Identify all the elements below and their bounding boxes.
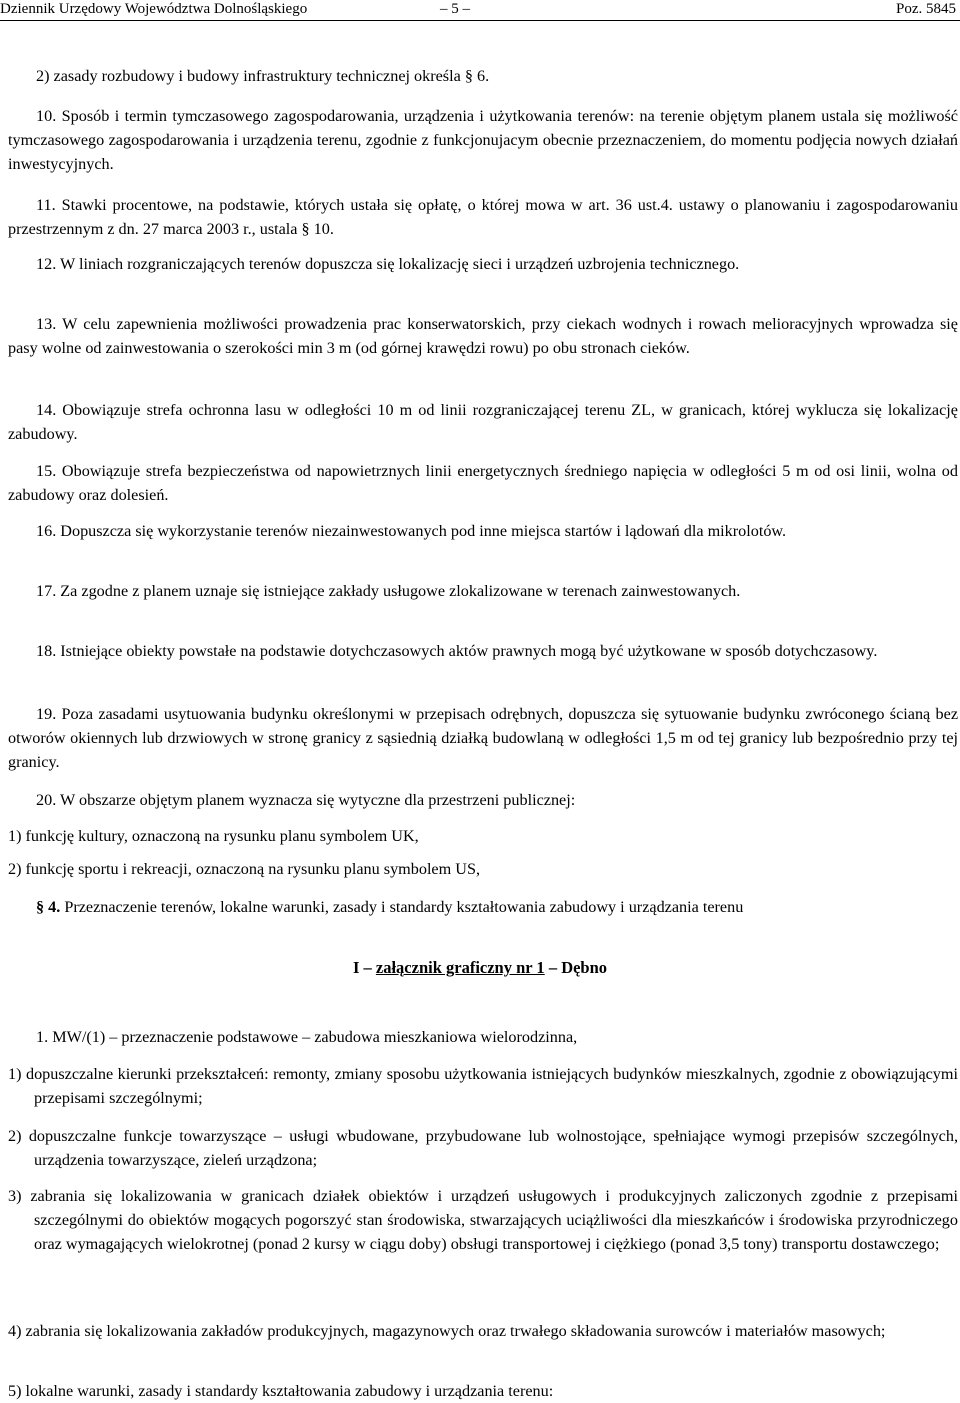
paragraph-20: 20. W obszarze objętym planem wyznacza się wytyczne dla przestrzeni publicznej: — [36, 791, 576, 809]
mw-item-3: 3) zabrania się lokalizowania w granicach działek obiektów i urządzeń usługowych i produkcyjnych zaliczonych zgodnie z przepisami szczególnymi do obiektów mogących pogorszyć stan środowiska, stwarzających uciążliwości dla mieszkańców i środowiska przyrodniczego oraz wymagających wielokrotnej (ponad 2 kursy w ciągu doby) obsługi transportowej i ciężkiego (ponad 3,5 tony) transportu dostawczego; — [8, 1187, 958, 1253]
paragraph-17: 17. Za zgodne z planem uznaje się istniejące zakłady usługowe zlokalizowane w terenach zainwestowanych. — [36, 582, 741, 600]
section-4 — [8, 895, 958, 919]
header-rule — [0, 20, 960, 21]
page-number: – 5 – — [440, 1, 470, 17]
mw-section-title: 1. MW/(1) – przeznaczenie podstawowe – zabudowa mieszkaniowa wielorodzinna, — [36, 1028, 578, 1046]
journal-title: Dziennik Urzędowy Województwa Dolnośląskiego — [0, 1, 308, 17]
attachment-heading: I – załącznik graficzny nr 1 – Dębno — [352, 958, 608, 977]
attachment-heading-link: załącznik graficzny nr 1 — [375, 958, 545, 977]
mw-item-5: 5) lokalne warunki, zasady i standardy kształtowania zabudowy i urządzania terenu: — [8, 1382, 554, 1400]
paragraph-14: 14. Obowiązuje strefa ochronna lasu w odległości 10 m od linii rozgraniczającej terenu ZL, w granicach, której wyklucza się lokalizację zabudowy. — [8, 401, 958, 443]
page-header — [0, 0, 960, 22]
mw-item-4: 4) zabrania się lokalizowania zakładów produkcyjnych, magazynowych oraz trwałego składowania surowców i materiałów masowych; — [8, 1322, 886, 1340]
paragraph-15: 15. Obowiązuje strefa bezpieczeństwa od napowietrznych linii energetycznych średniego napięcia w odległości 5 m od osi linii, wolna od zabudowy oraz dolesień. — [8, 462, 958, 504]
paragraph-11: 11. Stawki procentowe, na podstawie, których ustała się opłatę, o której mowa w art. 36 ust.4. ustawy o planowaniu i zagospodarowaniu przestrzennym z dn. 27 marca 2003 r., ustala § 10. — [8, 196, 958, 238]
paragraph-18: 18. Istniejące obiekty powstałe na podstawie dotychczasowych aktów prawnych mogą być użytkowane w sposób dotychczasowy. — [36, 642, 878, 660]
paragraph-13: 13. W celu zapewnienia możliwości prowadzenia prac konserwatorskich, przy ciekach wodnych i rowach melioracyjnych wprowadza się pasy wolne od zainwestowania o szerokości min 3 m (od górnej krawędzi rowu) po obu stronach cieków. — [8, 315, 958, 357]
section-4-mark: § 4. — [36, 898, 61, 916]
paragraph-20-item-2: 2) funkcję sportu i rekreacji, oznaczoną na rysunku planu symbolem US, — [8, 860, 480, 878]
position-number: Poz. 5845 — [896, 1, 956, 17]
paragraph-12: 12. W liniach rozgraniczających terenów dopuszcza się lokalizację sieci i urządzeń uzbrojenia technicznego. — [36, 255, 740, 273]
paragraph-10: 10. Sposób i termin tymczasowego zagospodarowania, urządzenia i użytkowania terenów: na terenie objętym planem ustala się możliwość tymczasowego zagospodarowania i urządzenia terenu, zgodnie z funkcjonujacym obecnie przeznaczeniem, do momentu podjęcia nowych działań inwestycyjnych. — [8, 107, 958, 173]
mw-item-2: 2) dopuszczalne funkcje towarzyszące – usługi wbudowane, przybudowane lub wolnostojące, spełniające wymogi przepisów szczególnych, urządzenia towarzyszące, zieleń urządzona; — [8, 1127, 958, 1169]
mw-item-1: 1) dopuszczalne kierunki przekształceń: remonty, zmiany sposobu użytkowania istniejących budynków mieszkalnych, zgodnie z obowiązującymi przepisami szczególnymi; — [8, 1065, 958, 1107]
section-4-text: Przeznaczenie terenów, lokalne warunki, zasady i standardy kształtowania zabudowy i urządzania terenu — [60, 898, 744, 916]
paragraph-2-2: 2) zasady rozbudowy i budowy infrastruktury technicznej określa § 6. — [36, 67, 490, 85]
paragraph-19: 19. Poza zasadami usytuowania budynku określonymi w przepisach odrębnych, dopuszcza się sytuowanie budynku zwróconego ścianą bez otworów okiennych lub drzwiowych w stronę granicy z sąsiednią działką budowlaną w odległości 1,5 m od tej granicy lub bezpośrednio przy tej granicy. — [8, 705, 958, 771]
paragraph-16: 16. Dopuszcza się wykorzystanie terenów niezainwestowanych pod inne miejsca startów i lądowań dla mikrolotów. — [36, 522, 787, 540]
paragraph-20-item-1: 1) funkcję kultury, oznaczoną na rysunku planu symbolem UK, — [8, 827, 419, 845]
